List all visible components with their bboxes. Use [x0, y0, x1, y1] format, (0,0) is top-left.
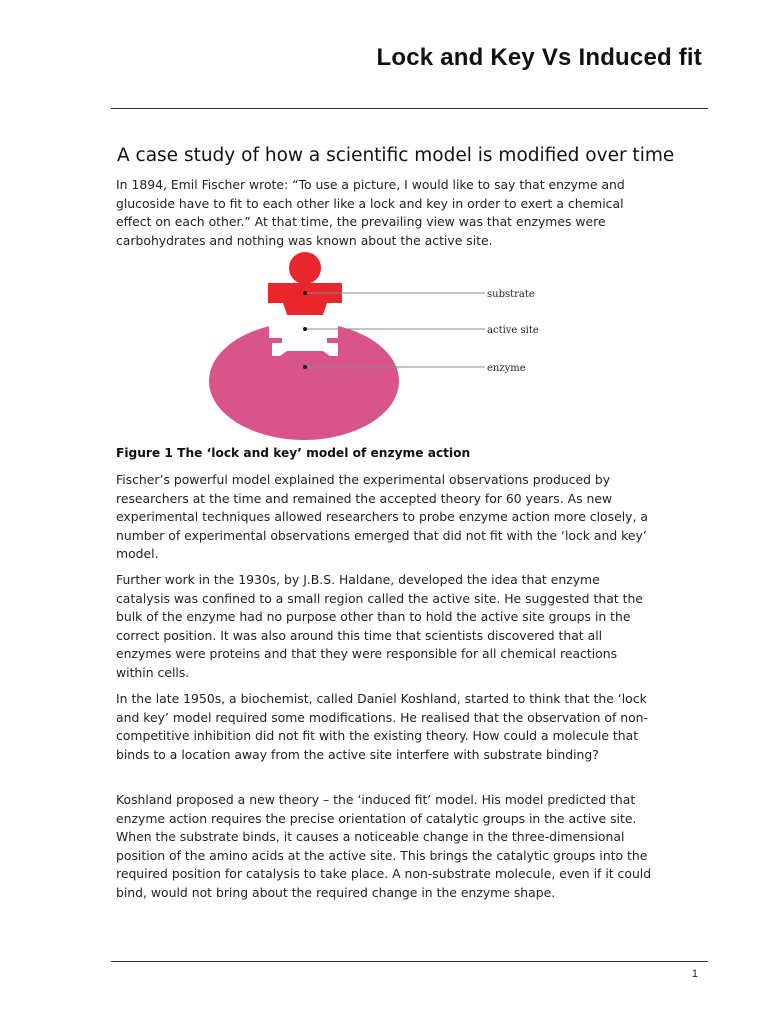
paragraph-4: In the late 1950s, a biochemist, called Daniel Koshland, started to think that the ‘lock and key’ model required some modifications. He realised that the observation of non-competitive inhibition did not fit with the existing theory. How could a molecule that binds to a location away from the active site interfere with substrate binding?	[116, 691, 649, 762]
paragraph-1: In 1894, Emil Fischer wrote: “To use a picture, I would like to say that enzyme and glucoside have to fit to each other like a lock and key in order to exert a chemical effect on each other.” At that time, the prevailing view was that enzymes were carbohydrates and nothing was known about the active site.	[116, 177, 625, 248]
label-active-site: active site	[487, 325, 539, 336]
paragraph-5: Koshland proposed a new theory – the ‘induced fit’ model. His model predicted that enzyme action requires the precise orientation of catalytic groups in the active site. When the substrate binds, it causes a noticeable change in the three-dimensional position of the amino acids at the active site. This brings the catalytic groups into the required position for catalysis to take place. A non-substrate molecule, even if it could bind, would not bring about the required change in the enzyme shape.	[116, 792, 652, 900]
active-site-shape	[269, 320, 338, 356]
document-title: Lock and Key Vs Induced fit	[376, 44, 702, 71]
lock-and-key-figure	[195, 250, 555, 440]
footer-divider	[111, 961, 708, 962]
label-enzyme: enzyme	[487, 363, 526, 374]
paragraph-2: Fischer’s powerful model explained the experimental observations produced by researchers at the time and remained the accepted theory for 60 years. As new experimental techniques allowed researchers to probe enzyme action more closely, a number of experimental observations emerged that did not fit with the ‘lock and key’ model.	[116, 472, 648, 562]
label-substrate: substrate	[487, 289, 535, 300]
page-number: 1	[691, 968, 698, 980]
paragraph-3: Further work in the 1930s, by J.B.S. Haldane, developed the idea that enzyme catalysis was confined to a small region called the active site. He suggested that the bulk of the enzyme had no purpose other than to hold the active site groups in the correct position. It was also around this time that scientists discovered that all enzymes were proteins and that they were responsible for all chemical reactions within cells.	[116, 572, 643, 680]
section-heading: A case study of how a scientific model is modified over time	[117, 145, 675, 166]
figure-caption: Figure 1 The ‘lock and key’ model of enzyme action	[116, 446, 471, 460]
header-divider	[111, 108, 708, 109]
substrate-shape	[268, 252, 342, 315]
